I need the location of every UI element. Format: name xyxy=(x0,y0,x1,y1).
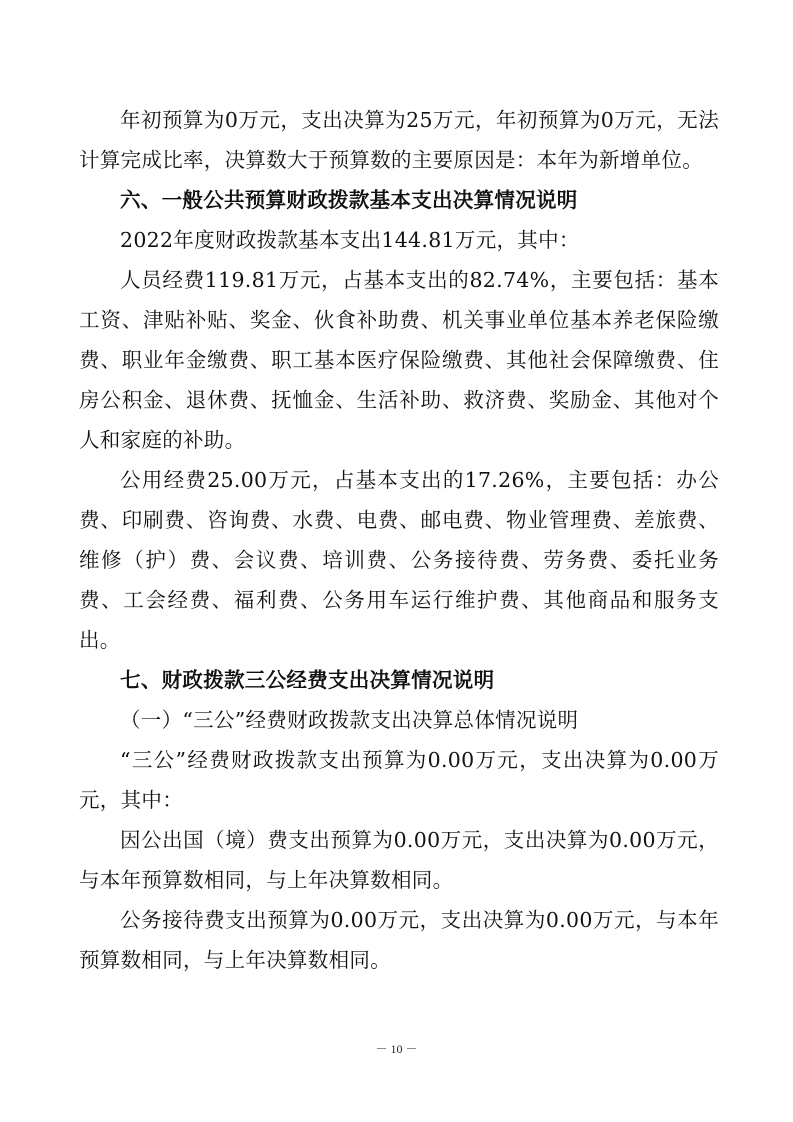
paragraph-personnel-expenses: 人员经费119.81万元，占基本支出的82.74%，主要包括：基本工资、津贴补贴、奖金、伙食补助费、机关事业单位基本养老保险缴费、职业年金缴费、职工基本医疗保险缴费、其他社会保障缴费、住房公积金、退休费、抚恤金、生活补助、救济费、奖励金、其他对个人和家庭的补助。 xyxy=(79,268,719,452)
document-body xyxy=(79,100,719,980)
paragraph-overseas-travel: 因公出国（境）费支出预算为0.00万元，支出决算为0.00万元，与本年预算数相同，与上年决算数相同。 xyxy=(79,828,719,892)
paragraph-public-expenses: 公用经费25.00万元，占基本支出的17.26%，主要包括：办公费、印刷费、咨询费、水费、电费、邮电费、物业管理费、差旅费、维修（护）费、会议费、培训费、公务接待费、劳务费、委托业务费、工会经费、福利费、公务用车运行维护费、其他商品和服务支出。 xyxy=(79,468,719,652)
paragraph-budget-note: 年初预算为0万元，支出决算为25万元，年初预算为0万元，无法计算完成比率，决算数大于预算数的主要原因是：本年为新增单位。 xyxy=(79,108,719,172)
paragraph-official-reception: 公务接待费支出预算为0.00万元，支出决算为0.00万元，与本年预算数相同，与上年决算数相同。 xyxy=(79,908,719,972)
subsection-heading-1: （一）“三公”经费财政拨款支出决算总体情况说明 xyxy=(120,708,579,732)
paragraph-basic-expenditure: 2022年度财政拨款基本支出144.81万元，其中： xyxy=(120,228,580,252)
page-number: － 10 － xyxy=(375,1042,418,1056)
section-heading-7: 七、财政拨款三公经费支出决算情况说明 xyxy=(120,668,495,692)
section-heading-6: 六、一般公共预算财政拨款基本支出决算情况说明 xyxy=(120,188,578,212)
paragraph-three-public-total: “三公”经费财政拨款支出预算为0.00万元，支出决算为0.00万元，其中： xyxy=(79,748,719,812)
